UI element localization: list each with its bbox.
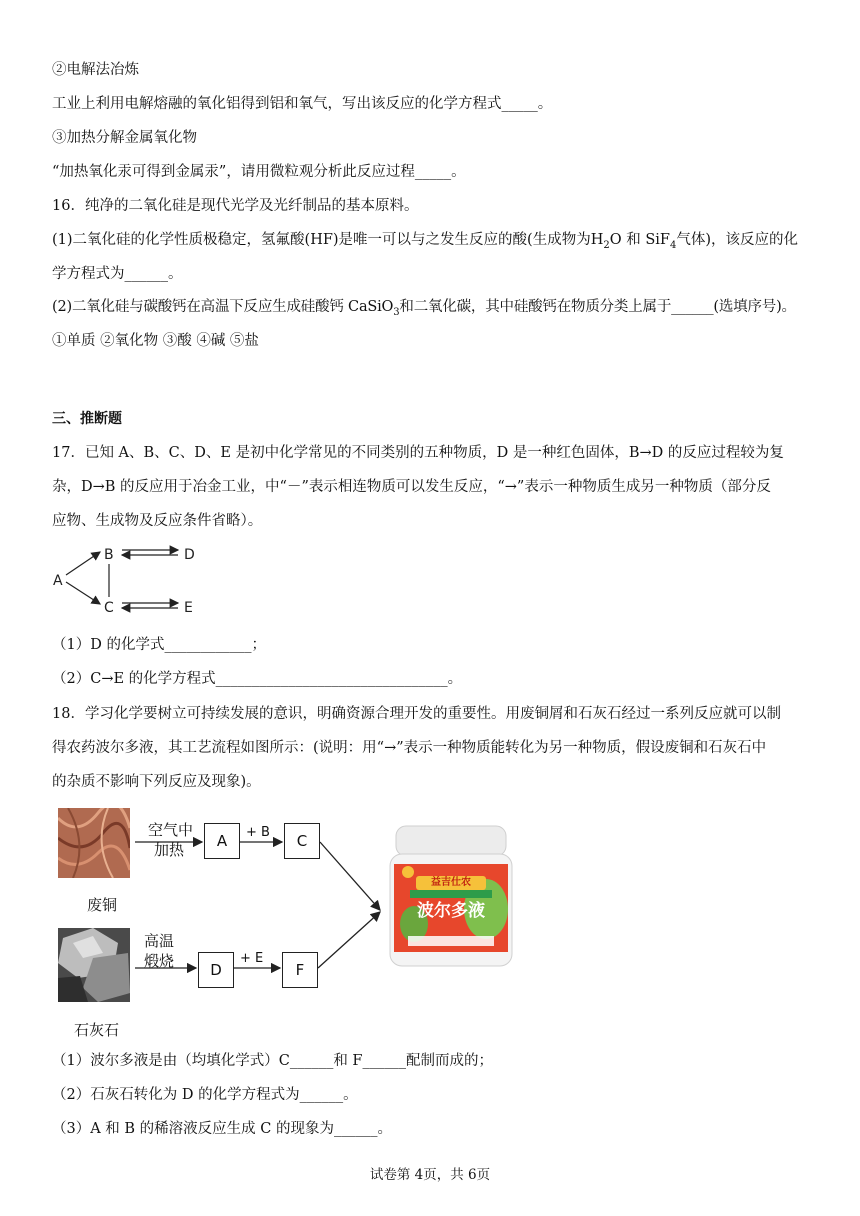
question-18-part3: （3）A 和 B 的稀溶液反应生成 C 的现象为______。 bbox=[52, 1121, 392, 1137]
q16-part1-h: H bbox=[590, 232, 604, 248]
question-17-part2: （2）C→E 的化学方程式________________________________。 bbox=[52, 671, 463, 687]
line-electrolysis-heading: ②电解法冶炼 bbox=[52, 62, 139, 78]
diagram17-label-A: A bbox=[53, 573, 63, 589]
question-17-line3: 应物、生成物及反应条件省略）。 bbox=[52, 513, 263, 529]
flow-box-C: C bbox=[284, 823, 320, 859]
diagram17-label-C: C bbox=[104, 600, 114, 616]
question-17-part1: （1）D 的化学式____________； bbox=[52, 637, 266, 653]
diagram17-label-E: E bbox=[184, 600, 193, 616]
jar-brand-text: 益吉仕农 bbox=[431, 877, 471, 888]
limestone-label: 石灰石 bbox=[74, 1021, 120, 1039]
reaction-diagram-17 bbox=[48, 542, 208, 622]
question-16-part2 bbox=[52, 297, 830, 323]
question-17-line1: 17．已知 A、B、C、D、E 是初中化学常见的不同类别的五种物质，D 是一种红色固体，B→D 的反应过程较为复 bbox=[52, 445, 784, 461]
diagram17-label-D: D bbox=[184, 547, 195, 563]
question-17-line2: 杂，D→B 的反应用于冶金工业，中“－”表示相连物质可以发生反应，“→”表示一种物质生成另一种物质（部分反 bbox=[52, 479, 771, 495]
question-16-options: ①单质 ②氧化物 ③酸 ④碱 ⑤盐 bbox=[52, 333, 259, 349]
q16-part1-sub-4: 4 bbox=[670, 239, 677, 251]
section-heading-inference: 三、推断题 bbox=[52, 411, 122, 427]
arrow-A-to-C bbox=[66, 582, 100, 604]
q16-part2-sub-3: 3 bbox=[393, 306, 400, 318]
flow-box-A: A bbox=[204, 823, 240, 859]
q16-part1-text-b: O 和 SiF bbox=[609, 232, 670, 248]
scrap-copper-label: 废铜 bbox=[87, 896, 118, 914]
question-18-line2: 得农药波尔多液，其工艺流程如图所示：(说明：用“→”表示一种物质能转化为另一种物质，假设废铜和石灰石中 bbox=[52, 740, 767, 756]
q16-part1-text-a: (1)二氧化硅的化学性质极稳定，氢氟酸(HF)是唯一可以与之发生反应的酸(生成物为 bbox=[52, 232, 591, 248]
question-18-line3: 的杂质不影响下列反应及现象)。 bbox=[52, 774, 261, 790]
question-18-part2: （2）石灰石转化为 D 的化学方程式为______。 bbox=[52, 1087, 358, 1103]
page-footer: 试卷第 4页，共 6页 bbox=[369, 1167, 491, 1183]
line-heating-heading: ③加热分解金属氧化物 bbox=[52, 130, 197, 146]
question-16-stem: 16．纯净的二氧化硅是现代光学及光纤制品的基本原料。 bbox=[52, 198, 419, 214]
flow-box-F: F bbox=[282, 952, 318, 988]
question-16-part1-cont: 学方程式为______。 bbox=[52, 266, 183, 282]
air-heat-label-2: 加热 bbox=[154, 841, 185, 859]
process-flow-diagram bbox=[0, 800, 860, 1045]
question-18-part1: （1）波尔多液是由（均填化学式）C______和 F______配制而成的； bbox=[52, 1053, 493, 1069]
question-18-line1: 18．学习化学要树立可持续发展的意识，明确资源合理开发的重要性。用废铜屑和石灰石经过一系列反应就可以制 bbox=[52, 706, 781, 722]
line-mercury-question: “加热氧化汞可得到金属汞”，请用微粒观分析此反应过程_____。 bbox=[52, 164, 466, 180]
arrow-A-to-B bbox=[66, 552, 100, 575]
air-heat-label-1: 空气中 bbox=[148, 821, 194, 839]
q16-part2-text-a: (2)二氧化硅与碳酸钙在高温下反应生成硅酸钙 CaSiO bbox=[52, 299, 394, 315]
q16-part1-sub-2: 2 bbox=[603, 239, 610, 251]
calcine-label-2: 煅烧 bbox=[144, 952, 175, 970]
plus-E-label: + E bbox=[240, 951, 264, 966]
plus-B-label: + B bbox=[246, 825, 270, 840]
diagram17-label-B: B bbox=[104, 547, 114, 563]
jar-product-name: 波尔多液 bbox=[417, 901, 485, 921]
q16-part1-text-c: 气体)，该反应的化 bbox=[676, 232, 799, 248]
flow-box-D: D bbox=[198, 952, 234, 988]
line-electrolysis-question: 工业上利用电解熔融的氧化铝得到铝和氧气，写出该反应的化学方程式_____。 bbox=[52, 96, 553, 112]
bordeaux-mixture-jar-image bbox=[386, 824, 516, 970]
limestone-image bbox=[58, 928, 130, 1002]
calcine-label-1: 高温 bbox=[144, 932, 175, 950]
question-16-part1 bbox=[52, 230, 830, 256]
q16-part2-text-b: 和二氧化碳，其中硅酸钙在物质分类上属于______(选填序号)。 bbox=[399, 299, 796, 315]
